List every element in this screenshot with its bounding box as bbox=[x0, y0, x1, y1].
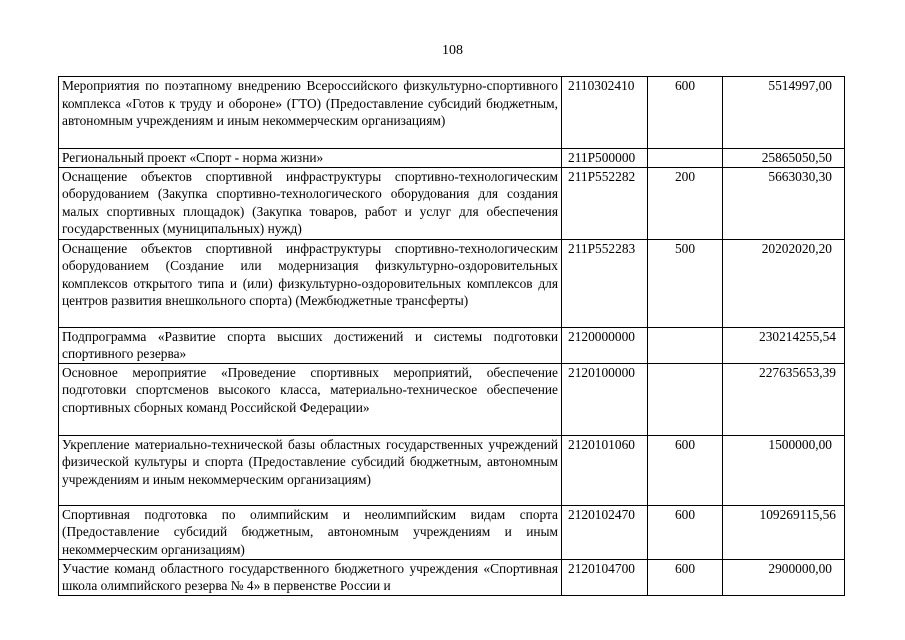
table-row bbox=[59, 77, 845, 149]
table-row bbox=[59, 559, 845, 595]
row-amount: 1500000,00 bbox=[723, 435, 845, 505]
row-name: Укрепление материально-технической базы областных государственных учреждений физической культуры и спорта (Предоставление субсидий бюджетным, автономным учреждениям и иным некоммерческим организациям) bbox=[59, 435, 562, 505]
row-amount: 230214255,54 bbox=[723, 327, 845, 363]
row-expense-type: 500 bbox=[648, 239, 723, 327]
row-name: Основное мероприятие «Проведение спортивных мероприятий, обеспечение подготовки спортсменов высокого класса, материально-техническое обеспечение спортивных сборных команд Российской Федерации» bbox=[59, 363, 562, 435]
row-code: 2110302410 bbox=[562, 77, 648, 149]
row-name: Участие команд областного государственного бюджетного учреждения «Спортивная школа олимпийского резерва № 4» в первенстве России и bbox=[59, 559, 562, 595]
row-expense-type: 200 bbox=[648, 167, 723, 239]
row-amount: 227635653,39 bbox=[723, 363, 845, 435]
row-name: Региональный проект «Спорт - норма жизни» bbox=[59, 149, 562, 168]
row-expense-type: 600 bbox=[648, 435, 723, 505]
row-amount: 2900000,00 bbox=[723, 559, 845, 595]
table-row bbox=[59, 149, 845, 168]
row-expense-type: 600 bbox=[648, 77, 723, 149]
row-code: 211P500000 bbox=[562, 149, 648, 168]
row-code: 211P552282 bbox=[562, 167, 648, 239]
row-expense-type: 600 bbox=[648, 505, 723, 559]
row-expense-type bbox=[648, 363, 723, 435]
row-code: 2120102470 bbox=[562, 505, 648, 559]
budget-table bbox=[58, 76, 845, 596]
row-code: 2120100000 bbox=[562, 363, 648, 435]
table-row bbox=[59, 505, 845, 559]
row-code: 2120101060 bbox=[562, 435, 648, 505]
row-expense-type: 600 bbox=[648, 559, 723, 595]
row-name: Оснащение объектов спортивной инфраструктуры спортивно-технологическим оборудованием (Закупка спортивно-технологического оборудования для создания малых спортивных площадок) (Закупка товаров, работ и услуг для обеспечения государственных (муниципальных) нужд) bbox=[59, 167, 562, 239]
table-row bbox=[59, 363, 845, 435]
table-row bbox=[59, 435, 845, 505]
row-expense-type bbox=[648, 327, 723, 363]
row-code: 211P552283 bbox=[562, 239, 648, 327]
row-name: Мероприятия по поэтапному внедрению Всероссийского физкультурно-спортивного комплекса «Готов к труду и обороне» (ГТО) (Предоставление субсидий бюджетным, автономным учреждениям и иным некоммерческим организациям) bbox=[59, 77, 562, 149]
row-amount: 5514997,00 bbox=[723, 77, 845, 149]
row-name: Спортивная подготовка по олимпийским и неолимпийским видам спорта (Предоставление субсидий бюджетным, автономным учреждениям и иным некоммерческим организациям) bbox=[59, 505, 562, 559]
row-amount: 5663030,30 bbox=[723, 167, 845, 239]
row-code: 2120000000 bbox=[562, 327, 648, 363]
row-name: Подпрограмма «Развитие спорта высших достижений и системы подготовки спортивного резерва» bbox=[59, 327, 562, 363]
table-row bbox=[59, 167, 845, 239]
row-expense-type bbox=[648, 149, 723, 168]
row-code: 2120104700 bbox=[562, 559, 648, 595]
row-name: Оснащение объектов спортивной инфраструктуры спортивно-технологическим оборудованием (Создание или модернизация физкультурно-оздоровительных комплексов открытого типа и (или) физкультурно-оздоровительных комплексов для центров развития внешкольного спорта) (Межбюджетные трансферты) bbox=[59, 239, 562, 327]
table-row bbox=[59, 327, 845, 363]
table-row bbox=[59, 239, 845, 327]
row-amount: 20202020,20 bbox=[723, 239, 845, 327]
row-amount: 109269115,56 bbox=[723, 505, 845, 559]
page-number: 108 bbox=[442, 43, 463, 58]
row-amount: 25865050,50 bbox=[723, 149, 845, 168]
